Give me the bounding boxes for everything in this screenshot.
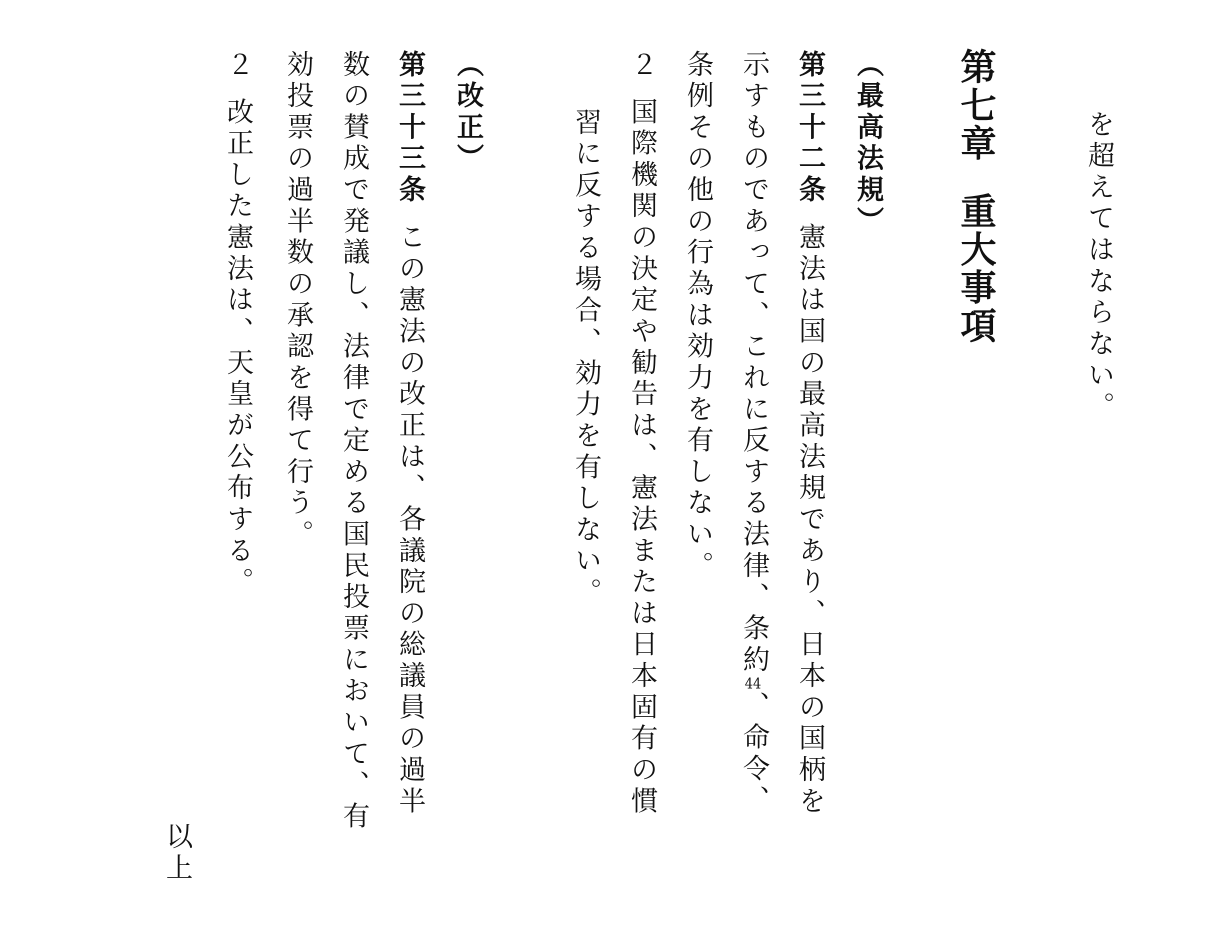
footnote-marker: 44: [744, 676, 762, 692]
paragraph-text: 改正した憲法は、天皇が公布する。: [222, 97, 253, 599]
article-text: 数の賛成で発議し、法律で定める国民投票において、有: [338, 50, 369, 833]
article-number: 第三十三条: [394, 50, 425, 207]
article-33-line-3: [284, 50, 311, 551]
article-33-line-1: [396, 50, 423, 818]
chapter-number: 第七章: [955, 48, 997, 163]
article-text: 憲法は国の最高法規であり、日本の国柄を: [794, 222, 825, 818]
article-text: 示すものであって、これに反する法律、条約: [738, 50, 769, 677]
section-heading-text: （改正）: [452, 50, 483, 176]
paragraph-text: 習に反する場合、効力を有しない。: [570, 108, 601, 610]
article-32-line-3: [684, 50, 711, 582]
chapter-heading: [955, 48, 997, 345]
article-32-para-2-line-2: [572, 108, 599, 609]
article-text: 、命令、: [738, 691, 769, 817]
section-heading-text: （最高法規）: [852, 50, 883, 238]
article-32-line-2: [740, 50, 767, 817]
chapter-title: 重大事項: [955, 192, 997, 345]
article-32-line-1: [796, 50, 823, 818]
paragraph-number: ２: [626, 50, 657, 82]
article-text: 効投票の過半数の承認を得て行う。: [282, 50, 313, 552]
article-32-para-2-line-1: [628, 50, 655, 818]
paragraph-text: 国際機関の決定や勧告は、憲法または日本固有の慣: [626, 97, 657, 818]
closing-text: 以上: [161, 822, 192, 885]
article-33-line-2: [340, 50, 367, 833]
closing-mark: [163, 822, 190, 885]
article-text: この憲法の改正は、各議院の総議員の過半: [394, 222, 425, 818]
article-text: 条例その他の行為は効力を有しない。: [682, 50, 713, 583]
continuation-line: [1085, 110, 1112, 423]
continuation-text: を超えてはならない。: [1083, 110, 1114, 424]
paragraph-number: ２: [222, 50, 253, 82]
article-number: 第三十二条: [794, 50, 825, 207]
article-33-para-2: [224, 50, 251, 599]
section-heading-supreme-law: [854, 50, 881, 238]
section-heading-amendment: [454, 50, 481, 175]
